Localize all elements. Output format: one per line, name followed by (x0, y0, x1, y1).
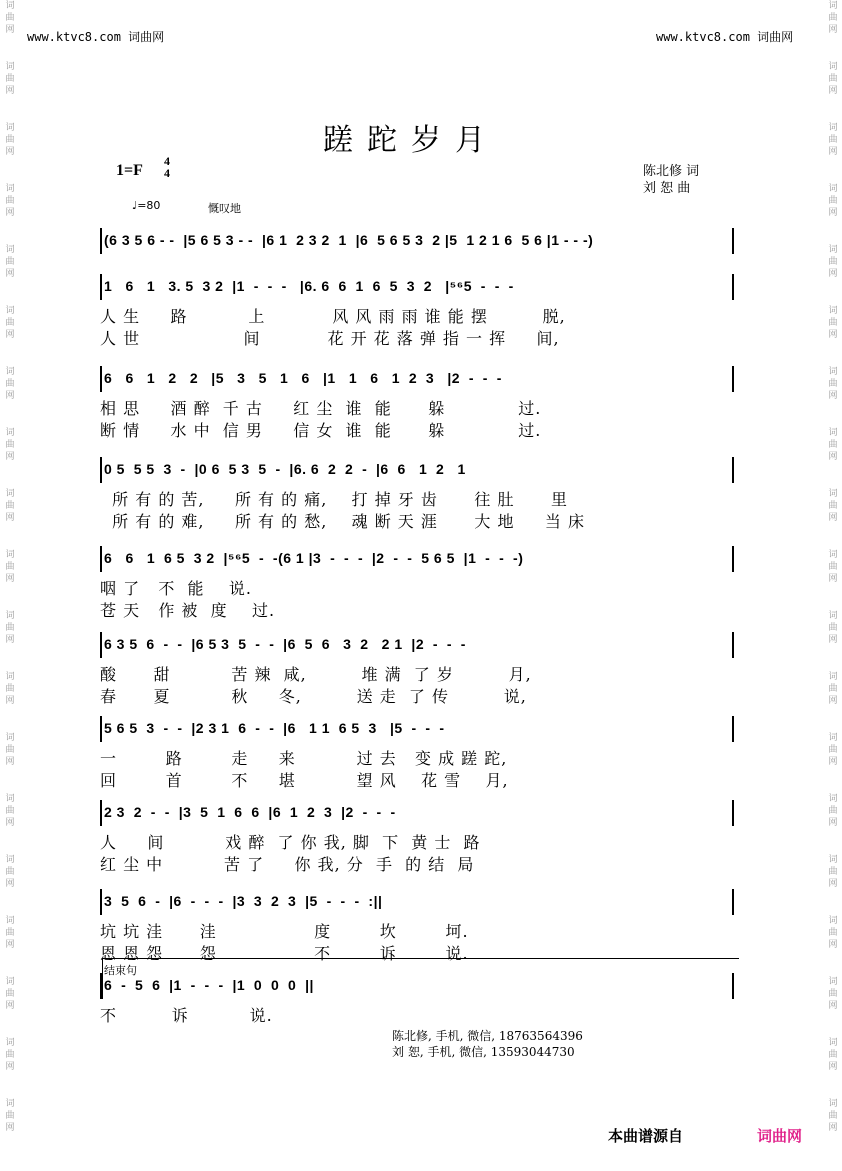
barline (732, 716, 734, 742)
coda-bracket (102, 958, 739, 999)
lyric-line: 不 诉 说. (100, 1006, 273, 1025)
time-top: 4 (164, 154, 170, 168)
coda-label: 结束句 (104, 964, 137, 977)
time-bottom: 4 (164, 166, 170, 180)
left-watermark-strip: 词 曲 网 词 曲 网 词 曲 网 词 曲 网 词 曲 网 词 曲 网 词 曲 网 词 曲 网 词 曲 网 词 曲 网 词 曲 网 词 曲 网 词 曲 网 词 曲 网 词 曲 网 词 曲 网 词 曲 网 词 曲 网 词 曲 网 (5, 1, 15, 1133)
key-signature: 1=F (116, 162, 143, 179)
notation-row: 1 6 1 3. 5 3 2 |1 - - - |6. 6 6 1 6 5 3 2 |⁵⁶5 - - - (104, 278, 514, 294)
barline (732, 366, 734, 392)
barline (732, 274, 734, 300)
lyric-line: 酸 甜 苦 辣 咸, 堆 满 了 岁 月, (100, 665, 532, 684)
barline (732, 457, 734, 483)
notation-row: (6 3 5 6 - - |5 6 5 3 - - |6 1 2 3 2 1 |6 5 6 5 3 2 |5 1 2 1 6 5 6 |1 - - -) (104, 232, 594, 248)
song-title: 蹉跎岁月 (323, 123, 499, 158)
tempo-mark: ♩=80 (132, 199, 161, 212)
lyric-line: 坑 坑 洼 洼 度 坎 坷. (100, 922, 469, 941)
barline (100, 366, 102, 392)
lyric-line: 相 思 酒 醉 千 古 红 尘 谁 能 躲 过. (100, 399, 542, 418)
barline (100, 632, 102, 658)
notation-row: 6 6 1 6 5 3 2 |⁵⁶5 - -(6 1 |3 - - - |2 - - 5 6 5 |1 - - -) (104, 550, 524, 566)
lyric-line: 所 有 的 难, 所 有 的 愁, 魂 断 天 涯 大 地 当 床 (100, 512, 586, 531)
right-watermark-strip: 词 曲 网 词 曲 网 词 曲 网 词 曲 网 词 曲 网 词 曲 网 词 曲 网 词 曲 网 词 曲 网 词 曲 网 词 曲 网 词 曲 网 词 曲 网 词 曲 网 词 曲 网 词 曲 网 词 曲 网 词 曲 网 词 曲 网 (828, 1, 838, 1133)
contact-info (392, 1028, 583, 1060)
lyricist-credit: 陈北修 词 (643, 164, 700, 179)
notation-row: 3 5 6 - |6 - - - |3 3 2 3 |5 - - - :|| (104, 893, 383, 909)
notation-row: 6 - 5 6 |1 - - - |1 0 0 0 || (104, 977, 314, 993)
barline (100, 274, 102, 300)
lyric-line: 恩 恩 怨 怨 不 诉 说. (100, 944, 469, 963)
composer-credit: 刘 恕 曲 (643, 181, 691, 196)
footer-source-label: 本曲谱源自 (608, 1127, 684, 1145)
lyric-line: 人 间 戏 醉 了 你 我, 脚 下 黄 士 路 (100, 833, 481, 852)
lyric-line: 所 有 的 苦, 所 有 的 痛, 打 掉 牙 齿 往 肚 里 (100, 490, 569, 509)
barline (100, 716, 102, 742)
site-url-right[interactable]: www.ktvc8.com 词曲网 (656, 30, 794, 44)
barline (100, 546, 102, 572)
lyric-line: 红 尘 中 苦 了 你 我, 分 手 的 结 局 (100, 855, 475, 874)
barline (100, 889, 102, 915)
barline (100, 457, 102, 483)
time-signature (164, 155, 170, 179)
barline (100, 800, 102, 826)
lyric-line: 咽 了 不 能 说. (100, 579, 252, 598)
contact-lyricist: 陈北修, 手机, 微信, 18763564396 (392, 1029, 583, 1043)
barline (732, 800, 734, 826)
barline (732, 632, 734, 658)
barline (732, 228, 734, 254)
contact-composer: 刘 恕, 手机, 微信, 13593044730 (392, 1045, 575, 1059)
footer-brand-link[interactable]: 词曲网 (757, 1127, 803, 1145)
notation-row: 6 6 1 2 2 |5 3 5 1 6 |1 1 6 1 2 3 |2 - - - (104, 370, 502, 386)
notation-row: 6 3 5 6 - - |6 5 3 5 - - |6 5 6 3 2 2 1 |2 - - - (104, 636, 466, 652)
barline (732, 546, 734, 572)
barline (732, 889, 734, 915)
credits (643, 163, 699, 197)
lyric-line: 苍 天 作 被 度 过. (100, 601, 276, 620)
barline (100, 228, 102, 254)
notation-row: 5 6 5 3 - - |2 3 1 6 - - |6 1 1 6 5 3 |5 - - - (104, 720, 445, 736)
notation-row: 2 3 2 - - |3 5 1 6 6 |6 1 2 3 |2 - - - (104, 804, 396, 820)
expression-mark: 慨叹地 (208, 202, 241, 215)
lyric-line: 春 夏 秋 冬, 送 走 了 传 说, (100, 687, 527, 706)
lyric-line: 人 世 间 花 开 花 落 弹 指 一 挥 间, (100, 329, 560, 348)
lyric-line: 断 情 水 中 信 男 信 女 谁 能 躲 过. (100, 421, 542, 440)
lyric-line: 一 路 走 来 过 去 变 成 蹉 跎, (100, 749, 508, 768)
lyric-line: 人 生 路 上 风 风 雨 雨 谁 能 摆 脱, (100, 307, 566, 326)
lyric-line: 回 首 不 堪 望 风 花 雪 月, (100, 771, 509, 790)
site-url-left[interactable]: www.ktvc8.com 词曲网 (27, 30, 165, 44)
notation-row: 0 5 5 5 3 - |0 6 5 3 5 - |6. 6 2 2 - |6 6 1 2 1 (104, 461, 466, 477)
